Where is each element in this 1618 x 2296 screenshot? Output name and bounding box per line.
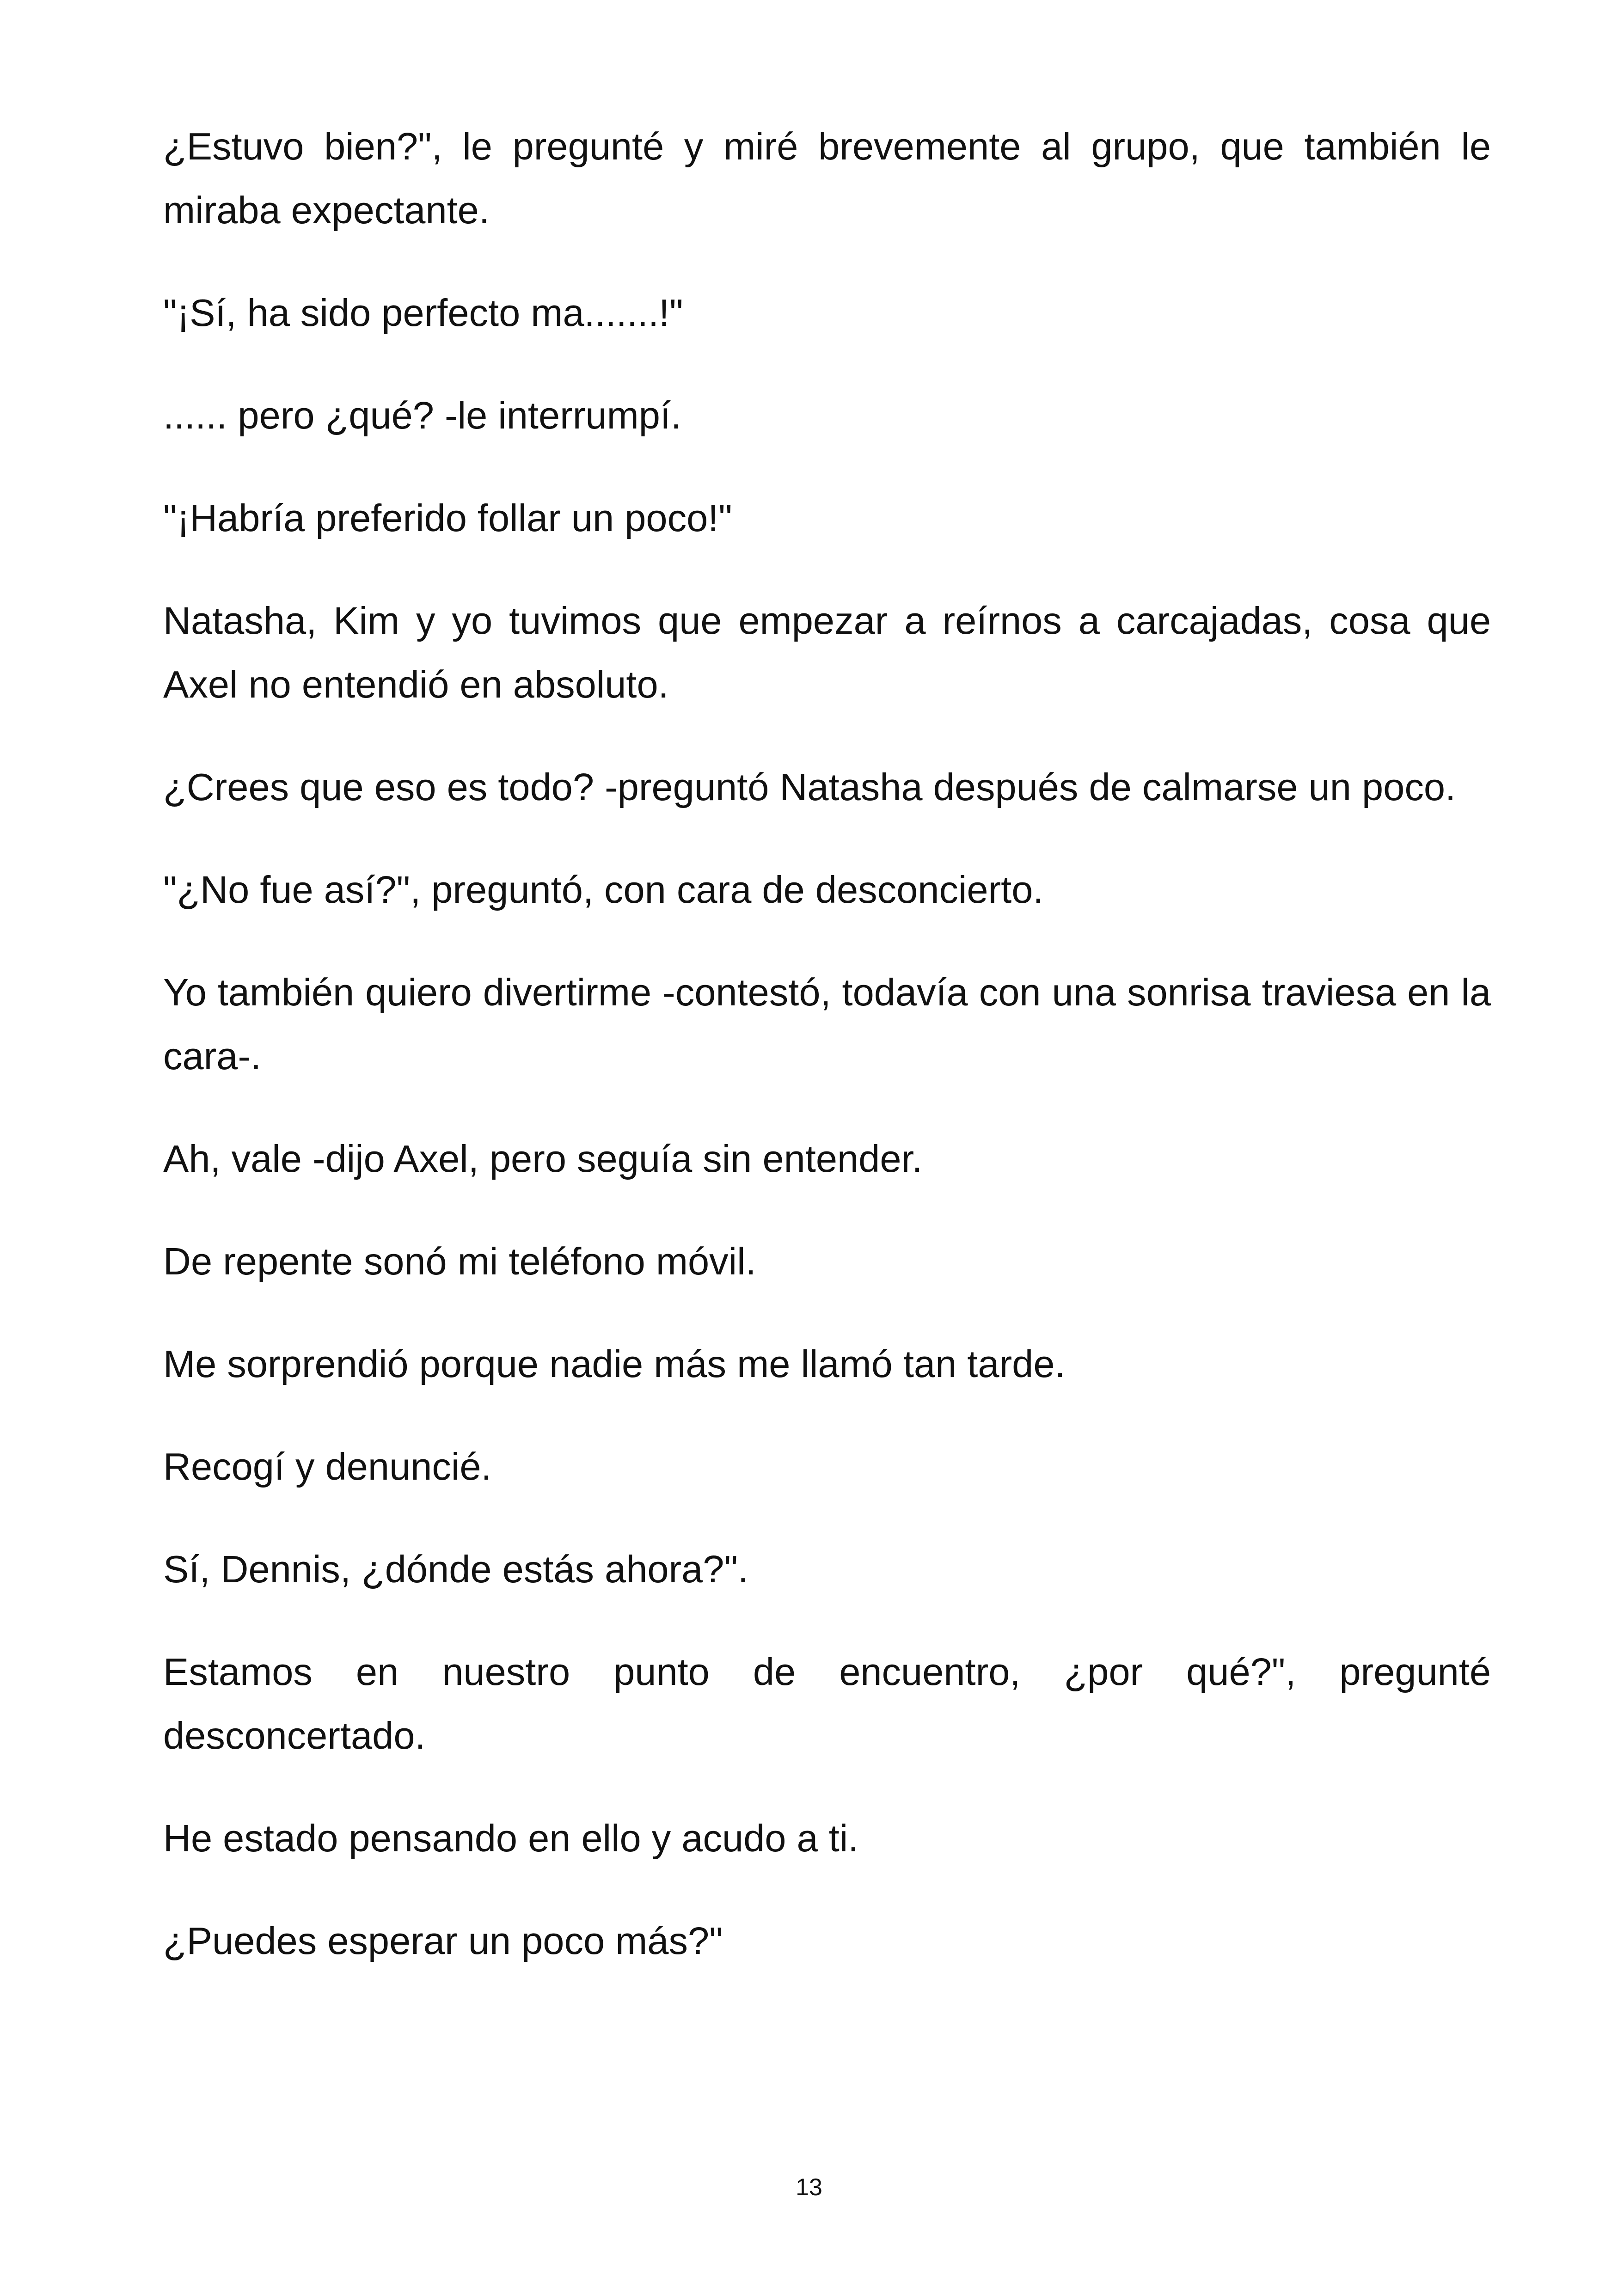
paragraph: Me sorprendió porque nadie más me llamó tan tarde. bbox=[163, 1342, 1066, 1385]
page-number: 13 bbox=[796, 2174, 822, 2201]
paragraph: Sí, Dennis, ¿dónde estás ahora?". bbox=[163, 1548, 748, 1591]
paragraph: ¿Crees que eso es todo? -preguntó Natasha después de calmarse un poco. bbox=[163, 765, 1456, 808]
paragraph: ...... pero ¿qué? -le interrumpí. bbox=[163, 394, 681, 437]
paragraph: Natasha, Kim y yo tuvimos que empezar a reírnos a carcajadas, cosa que Axel no entendió en absoluto. bbox=[163, 599, 1491, 706]
paragraph: Yo también quiero divertirme -contestó, todavía con una sonrisa traviesa en la cara-. bbox=[163, 971, 1491, 1078]
paragraph: ¿Puedes esperar un poco más?" bbox=[163, 1919, 723, 1962]
paragraph: ¿Estuvo bien?", le pregunté y miré brevemente al grupo, que también le miraba expectante. bbox=[163, 125, 1491, 232]
paragraph: Ah, vale -dijo Axel, pero seguía sin entender. bbox=[163, 1137, 923, 1180]
paragraph: He estado pensando en ello y acudo a ti. bbox=[163, 1817, 859, 1860]
paragraph: Recogí y denuncié. bbox=[163, 1445, 492, 1488]
paragraph: "¿No fue así?", preguntó, con cara de desconcierto. bbox=[163, 868, 1044, 911]
body-text bbox=[163, 115, 1491, 2012]
paragraph: "¡Habría preferido follar un poco!" bbox=[163, 496, 732, 539]
paragraph: Estamos en nuestro punto de encuentro, ¿por qué?", pregunté desconcertado. bbox=[163, 1650, 1491, 1757]
paragraph: "¡Sí, ha sido perfecto ma.......!" bbox=[163, 291, 683, 334]
paragraph: De repente sonó mi teléfono móvil. bbox=[163, 1240, 756, 1283]
